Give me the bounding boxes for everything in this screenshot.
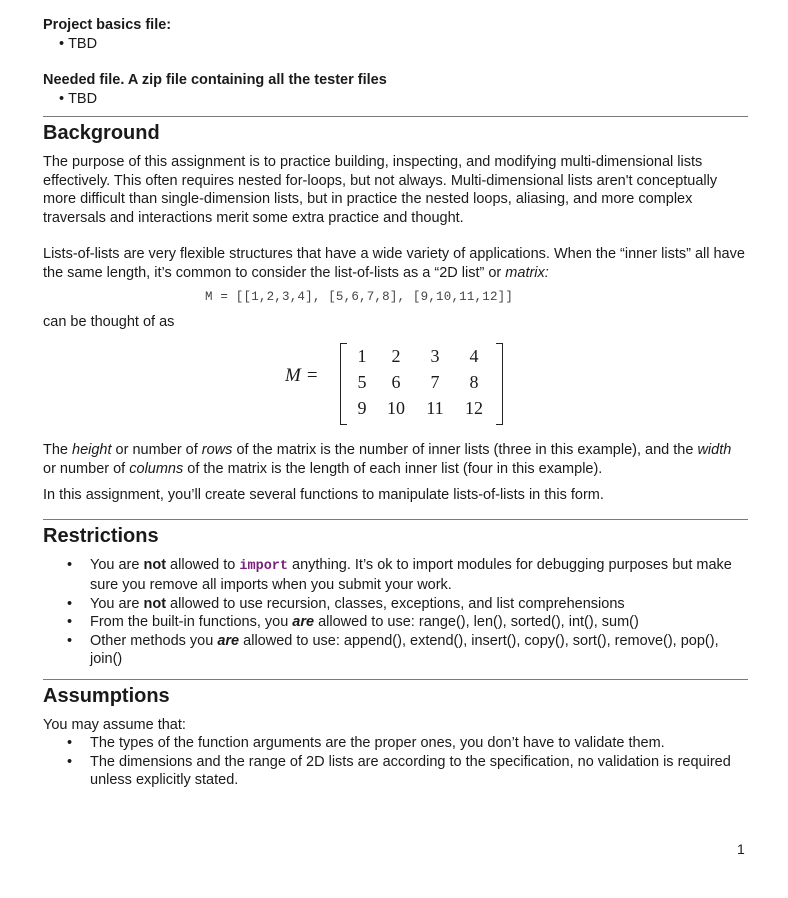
matrix-label	[285, 367, 318, 386]
matrix-cell: 12	[465, 398, 483, 418]
paragraph-text: or number of	[111, 442, 202, 458]
matrix-cell: 3	[430, 346, 440, 366]
height-term: height	[72, 442, 112, 458]
bullet-icon: •	[67, 735, 73, 751]
bullet-icon: •	[59, 35, 65, 52]
needed-file-item	[43, 90, 748, 109]
assumptions-list	[43, 734, 748, 790]
matrix-cell: 2	[391, 346, 401, 366]
matrix-left-bracket	[340, 343, 347, 425]
matrix-equals: =	[306, 365, 318, 386]
project-basics-item	[43, 35, 748, 54]
list-text: The dimensions and the range of 2D lists are according to the specification, no validation is required unless explicitly stated.	[90, 753, 731, 788]
matrix-term: matrix:	[505, 264, 549, 281]
matrix-display	[43, 341, 748, 429]
list-text: You are	[90, 556, 144, 573]
emphasis-not: not	[143, 595, 167, 612]
list-text: allowed to use: append(), extend(), insert(), copy(), sort(), remove(), pop(), join()	[90, 632, 719, 667]
list-item	[43, 595, 748, 614]
emphasis-are: are	[217, 632, 240, 649]
background-paragraph-2	[43, 245, 748, 282]
list-text: allowed to use: range(), len(), sorted(), int(), sum()	[314, 614, 639, 630]
list-text: Other methods you	[90, 632, 218, 649]
section-divider	[43, 116, 748, 117]
list-text: allowed to use recursion, classes, exceptions, and list comprehensions	[166, 595, 625, 612]
list-text: allowed to	[166, 556, 240, 573]
assumptions-intro: You may assume that:	[43, 716, 186, 733]
section-divider	[43, 679, 748, 680]
list-item	[43, 632, 748, 669]
matrix-cell: 9	[357, 398, 367, 418]
list-text: From the built-in functions, you	[90, 614, 293, 630]
paragraph-text: The	[43, 442, 73, 458]
columns-term: columns	[129, 460, 184, 477]
bullet-icon: •	[67, 556, 73, 573]
matrix-cell: 8	[469, 372, 479, 392]
background-paragraph-4: In this assignment, you’ll create several functions to manipulate lists-of-lists in this form.	[43, 487, 604, 503]
needed-file-label: Needed file. A zip file containing all the tester files	[43, 72, 387, 88]
matrix-cell: 10	[387, 398, 405, 418]
emphasis-are: are	[292, 614, 315, 630]
paragraph-text: or number of	[43, 460, 130, 477]
matrix-cell: 11	[426, 398, 444, 418]
bullet-icon: •	[59, 90, 65, 107]
matrix-cell: 1	[357, 346, 367, 366]
restrictions-heading: Restrictions	[43, 524, 159, 547]
list-text: The types of the function arguments are the proper ones, you don’t have to validate them.	[90, 735, 665, 751]
width-term: width	[697, 442, 732, 458]
list-item	[43, 753, 748, 790]
list-text: You are	[90, 595, 144, 612]
bullet-icon: •	[67, 614, 73, 630]
assumptions-heading: Assumptions	[43, 684, 170, 707]
background-heading: Background	[43, 122, 160, 144]
list-text: anything. It’s ok to import modules for debugging purposes but make sure you remove all imports when you submit your work.	[90, 556, 732, 593]
matrix-right-bracket	[496, 343, 503, 425]
matrix-cell: 6	[391, 372, 401, 392]
rows-term: rows	[201, 442, 233, 458]
list-item	[43, 613, 748, 632]
project-basics-value: TBD	[68, 35, 98, 52]
paragraph-text: Lists-of-lists are very flexible structures that have a wide variety of applications. When the “inner lists” all have the same length, it’s common to consider the list-of-lists as a “2D list” or	[43, 246, 745, 281]
project-basics-label: Project basics file:	[43, 17, 172, 33]
background-paragraph-1: The purpose of this assignment is to practice building, inspecting, and modifying multi-dimensional lists effectively. This often requires nested for-loops, but not always. Multi-dimensional lists aren't conceptually more difficult than single-dimension lists, but in practice the nested loops, aliasing, and more complex traversals and interactions merit some extra practice and thought.	[43, 154, 718, 226]
import-keyword: import	[239, 558, 288, 574]
matrix-cell: 5	[357, 372, 367, 392]
document-page	[43, 16, 748, 790]
bullet-icon: •	[67, 753, 73, 770]
section-divider	[43, 519, 748, 520]
list-item	[43, 556, 748, 595]
bullet-icon: •	[67, 632, 73, 649]
can-be-thought-text: can be thought of as	[43, 313, 175, 330]
background-paragraph-3	[43, 441, 748, 478]
matrix-cell: 7	[430, 372, 440, 392]
bullet-icon: •	[67, 595, 73, 612]
page-number: 1	[737, 841, 745, 857]
paragraph-text: of the matrix is the number of inner lists (three in this example), and the	[232, 442, 698, 458]
matrix-symbol: M	[285, 365, 301, 386]
needed-file-value: TBD	[68, 90, 98, 107]
code-example: M = [[1,2,3,4], [5,6,7,8], [9,10,11,12]]	[205, 290, 514, 304]
paragraph-text: of the matrix is the length of each inner list (four in this example).	[183, 460, 603, 477]
matrix-cell: 4	[469, 346, 479, 366]
restrictions-list	[43, 556, 748, 669]
list-item	[43, 734, 748, 753]
emphasis-not: not	[143, 556, 167, 573]
matrix-grid	[348, 343, 498, 421]
